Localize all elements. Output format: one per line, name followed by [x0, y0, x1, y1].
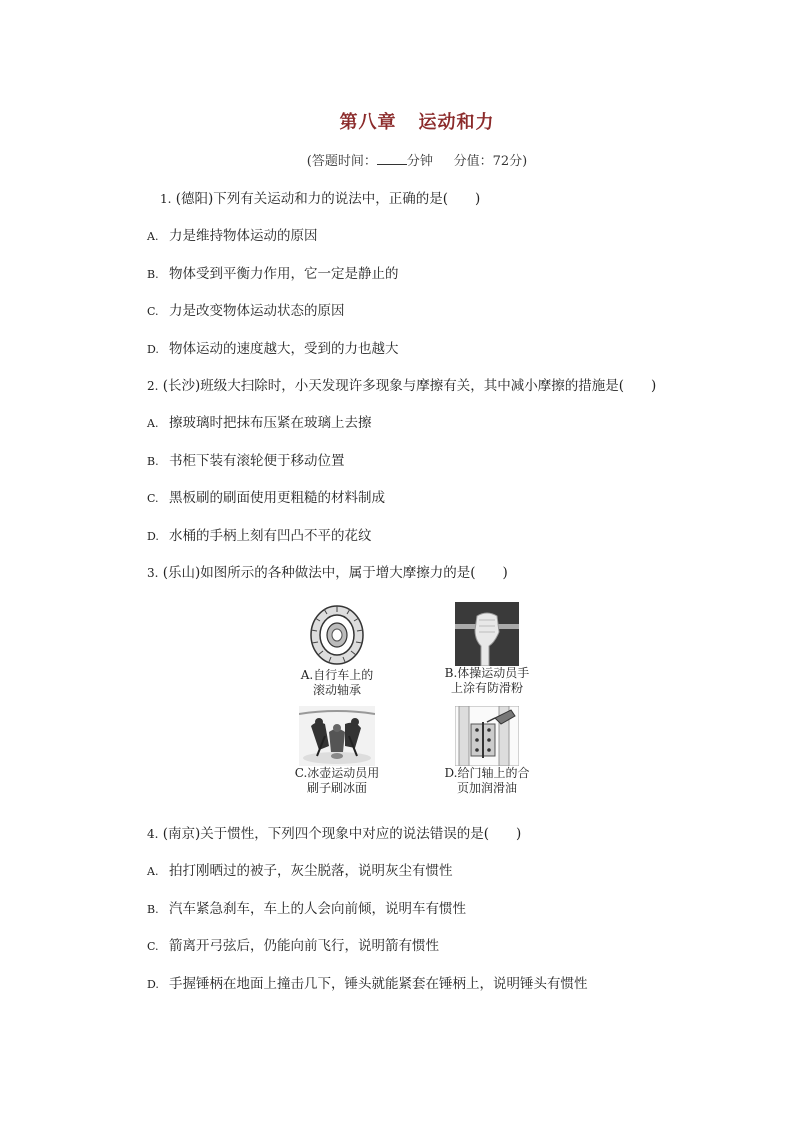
question-4-option-c[interactable]: C. 箭离开弓弦后，仍能向前飞行，说明箭有惯性	[147, 938, 439, 954]
curling-icon	[299, 706, 375, 766]
score-label: 分值：72分)	[453, 154, 528, 169]
figure-option-d[interactable]	[412, 706, 562, 796]
question-1-option-b[interactable]: B. 物体受到平衡力作用，它一定是静止的	[147, 266, 399, 282]
page-title	[0, 108, 794, 134]
caption-c-line1: C.冰壶运动员用	[294, 766, 380, 780]
question-1-option-a[interactable]: A. 力是维持物体运动的原因	[147, 228, 318, 244]
question-4-option-d[interactable]: D. 手握锤柄在地面上撞击几下，锤头就能紧套在锤柄上，说明锤头有惯性	[147, 976, 588, 992]
question-4-option-b[interactable]: B. 汽车紧急刹车，车上的人会向前倾，说明车有惯性	[147, 901, 466, 917]
question-3-stem: 3. (乐山)如图所示的各种做法中，属于增大摩擦力的是( )	[147, 565, 508, 581]
caption-b-line1: B.体操运动员手	[444, 666, 530, 680]
time-unit: 分钟	[406, 154, 433, 169]
caption-a-line1: A.自行车上的	[300, 668, 374, 682]
caption-b-line2: 上涂有防滑粉	[450, 681, 523, 695]
door-hinge-icon	[455, 706, 519, 766]
gymnast-hand-icon	[455, 602, 519, 666]
question-4-option-a[interactable]: A. 拍打刚晒过的被子，灰尘脱落，说明灰尘有惯性	[147, 863, 453, 879]
figure-option-a[interactable]	[262, 602, 412, 698]
question-2-option-b[interactable]: B. 书柜下装有滚轮便于移动位置	[147, 453, 345, 469]
caption-d-line2: 页加润滑油	[456, 781, 517, 795]
caption-d-line1: D.给门轴上的合	[444, 766, 530, 780]
question-1-option-d[interactable]: D. 物体运动的速度越大，受到的力也越大	[147, 341, 399, 357]
question-2-option-d[interactable]: D. 水桶的手柄上刻有凹凸不平的花纹	[147, 528, 372, 544]
figure-option-b[interactable]	[412, 602, 562, 696]
chapter-label: 第八章	[339, 112, 397, 133]
caption-a-line2: 滚动轴承	[312, 683, 361, 697]
topic-label: 运动和力	[418, 112, 495, 133]
question-4-stem: 4. (南京)关于惯性，下列四个现象中对应的说法错误的是( )	[147, 826, 522, 842]
question-1-option-c[interactable]: C. 力是改变物体运动状态的原因	[147, 303, 345, 319]
question-2-stem: 2. (长沙)班级大扫除时，小天发现许多现象与摩擦有关，其中减小摩擦的措施是( )	[147, 378, 657, 394]
caption-c-line2: 刷子刷冰面	[306, 781, 367, 795]
question-2-option-a[interactable]: A. 擦玻璃时把抹布压紧在玻璃上去擦	[147, 415, 372, 431]
exam-meta	[0, 150, 794, 169]
time-label: (答题时间：	[306, 154, 377, 169]
question-3-figure	[262, 598, 562, 808]
question-2-option-c[interactable]: C. 黑板刷的刷面使用更粗糙的材料制成	[147, 490, 385, 506]
time-blank[interactable]	[377, 152, 407, 165]
question-1-stem: 1. (德阳)下列有关运动和力的说法中，正确的是( )	[160, 191, 481, 207]
figure-option-c[interactable]	[262, 706, 412, 796]
bearing-icon	[303, 602, 371, 668]
